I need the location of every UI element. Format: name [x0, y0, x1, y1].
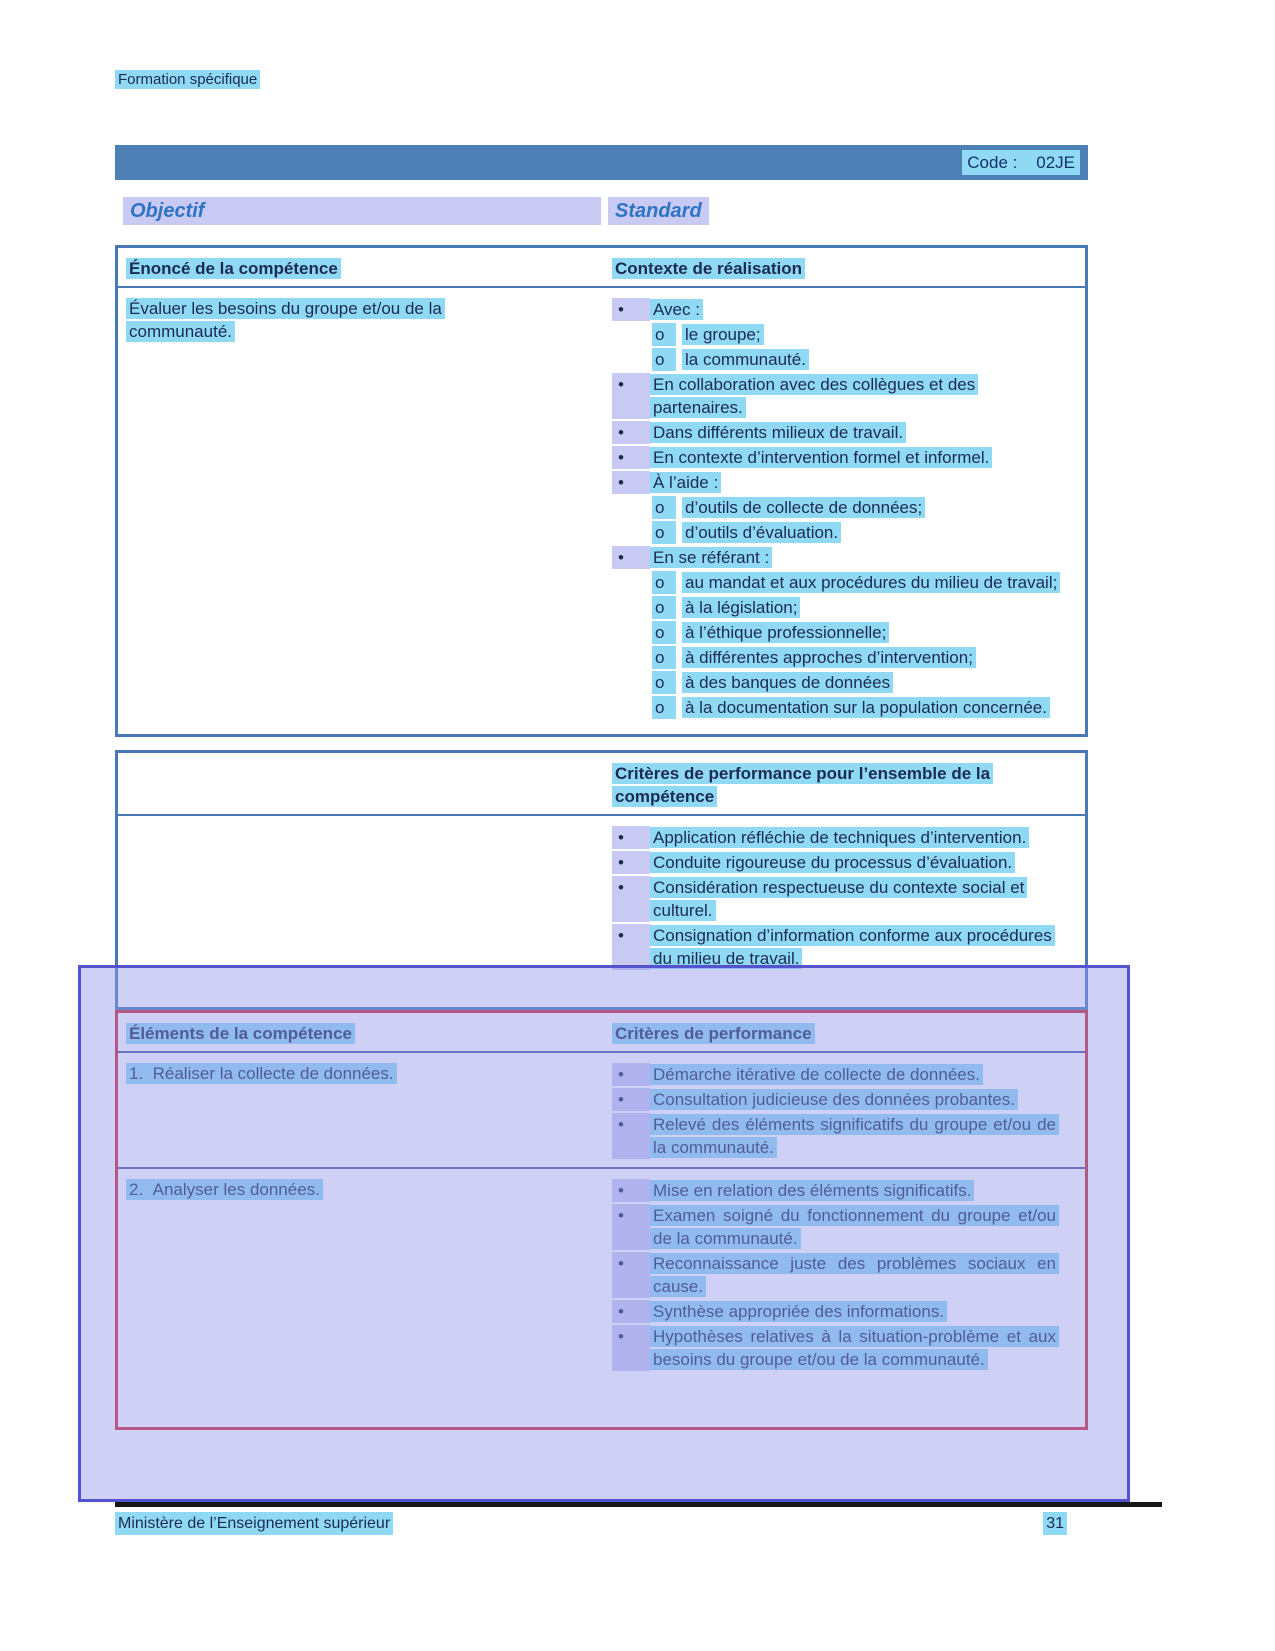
context-item-text: d’outils d’évaluation.	[682, 522, 841, 543]
context-list-item	[652, 646, 1065, 669]
context-item-text: d’outils de collecte de données;	[682, 497, 925, 518]
table2-header: Critères de performance pour l’ensemble de la compétence	[612, 763, 993, 807]
context-item-text: Avec :	[650, 299, 703, 320]
context-list-item	[652, 621, 1065, 644]
competence-context-table	[115, 245, 1088, 737]
criterion-text: Consultation judicieuse des données probantes.	[650, 1089, 1018, 1110]
criterion-item	[612, 1300, 1059, 1323]
criterion-item	[612, 876, 1065, 922]
criterion-text: Examen soigné du fonctionnement du groupe et/ou de la communauté.	[650, 1205, 1059, 1249]
criterion-text: Application réfléchie de techniques d’intervention.	[650, 827, 1029, 848]
footer-row	[115, 1512, 1067, 1535]
bullet-icon	[612, 298, 650, 321]
criterion-text: Relevé des éléments significatifs du groupe et/ou de la communauté.	[650, 1114, 1059, 1158]
bullet-icon	[652, 323, 676, 346]
table1-col1-header: Énoncé de la compétence	[126, 258, 341, 279]
criterion-text: Conduite rigoureuse du processus d’évaluation.	[650, 852, 1015, 873]
bullet-icon	[652, 348, 676, 371]
elements-criteria-table	[115, 1010, 1088, 1430]
context-list-item	[612, 546, 1065, 569]
table2-empty-header-cell	[118, 753, 600, 768]
footer-ministry: Ministère de l’Enseignement supérieur	[115, 1512, 393, 1535]
context-list-item	[652, 348, 1065, 371]
context-item-text: au mandat et aux procédures du milieu de travail;	[682, 572, 1060, 593]
context-list-item	[652, 696, 1065, 719]
bullet-icon	[652, 646, 676, 669]
criterion-text: Consignation d’information conforme aux procédures du milieu de travail.	[650, 925, 1055, 969]
table1-header-row	[118, 248, 1085, 288]
bullet-icon	[612, 1063, 650, 1086]
element-row-1	[118, 1053, 1085, 1169]
element-1-criteria-list	[600, 1053, 1085, 1167]
criterion-item	[612, 826, 1065, 849]
context-list-item	[612, 373, 1065, 419]
element-2-label: 2. Analyser les données.	[126, 1179, 323, 1200]
context-list-item	[652, 521, 1065, 544]
table2-header-row	[118, 753, 1085, 816]
headings-row	[123, 197, 709, 225]
bullet-icon	[612, 1252, 650, 1298]
context-list-item	[652, 496, 1065, 519]
footer-page-number: 31	[1043, 1512, 1067, 1535]
footer-rule	[115, 1502, 1162, 1507]
context-item-text: le groupe;	[682, 324, 764, 345]
table1-col2-header: Contexte de réalisation	[612, 258, 805, 279]
bullet-icon	[612, 1325, 650, 1371]
context-list-item	[652, 323, 1065, 346]
context-list	[600, 288, 1085, 727]
bullet-icon	[652, 621, 676, 644]
bullet-icon	[612, 1204, 650, 1250]
bullet-icon	[612, 471, 650, 494]
table2-body-row	[118, 816, 1085, 978]
context-item-text: À l’aide :	[650, 472, 721, 493]
element-2-cell	[118, 1169, 600, 1207]
table1-col2-header-cell	[600, 248, 1085, 286]
criterion-text: Démarche itérative de collecte de données.	[650, 1064, 983, 1085]
bullet-icon	[612, 1113, 650, 1159]
code-text: Code : 02JE	[962, 150, 1080, 175]
table1-body-row	[118, 288, 1085, 727]
table2-empty-body-cell	[118, 816, 600, 831]
context-item-text: En se référant :	[650, 547, 772, 568]
criterion-item	[612, 1113, 1059, 1159]
section-label-text: Formation spécifique	[115, 70, 260, 89]
criterion-item	[612, 1325, 1059, 1371]
context-item-text: à l’éthique professionnelle;	[682, 622, 889, 643]
criterion-text: Hypothèses relatives à la situation-problème et aux besoins du groupe et/ou de la communauté.	[650, 1326, 1059, 1370]
table2-header-cell	[600, 753, 1085, 814]
table3-col2-header: Critères de performance	[612, 1023, 815, 1044]
table3-header-row	[118, 1013, 1085, 1053]
bullet-icon	[612, 546, 650, 569]
bullet-icon	[652, 596, 676, 619]
context-item-text: Dans différents milieux de travail.	[650, 422, 906, 443]
context-list-item	[652, 671, 1065, 694]
bullet-icon	[652, 496, 676, 519]
context-item-text: à des banques de données	[682, 672, 893, 693]
standard-heading: Standard	[608, 197, 709, 225]
criterion-item	[612, 1088, 1059, 1111]
criterion-item	[612, 1179, 1059, 1202]
element-1-cell	[118, 1053, 600, 1091]
bullet-icon	[652, 696, 676, 719]
context-item-text: la communauté.	[682, 349, 809, 370]
context-list-item	[612, 298, 1065, 321]
competence-statement: Évaluer les besoins du groupe et/ou de la communauté.	[126, 298, 445, 342]
bullet-icon	[612, 446, 650, 469]
criterion-item	[612, 1063, 1059, 1086]
bullet-icon	[612, 826, 650, 849]
bullet-icon	[612, 851, 650, 874]
context-list-item	[652, 596, 1065, 619]
global-criteria-table	[115, 750, 1088, 1010]
criterion-text: Considération respectueuse du contexte social et culturel.	[650, 877, 1027, 921]
element-1-label: 1. Réaliser la collecte de données.	[126, 1063, 397, 1084]
bullet-icon	[612, 876, 650, 922]
context-item-text: à différentes approches d’intervention;	[682, 647, 976, 668]
table1-col1-header-cell	[118, 248, 600, 286]
element-2-criteria-list	[600, 1169, 1085, 1379]
bullet-icon	[612, 373, 650, 419]
context-list-item	[652, 571, 1065, 594]
context-list-item	[612, 471, 1065, 494]
bullet-icon	[612, 421, 650, 444]
table3-col2-header-cell	[600, 1013, 1085, 1051]
bullet-icon	[612, 924, 650, 970]
bullet-icon	[612, 1300, 650, 1323]
objectif-heading: Objectif	[123, 197, 601, 225]
criterion-item	[612, 924, 1065, 970]
bullet-icon	[652, 571, 676, 594]
bullet-icon	[612, 1088, 650, 1111]
bullet-icon	[612, 1179, 650, 1202]
criterion-item	[612, 1204, 1059, 1250]
context-item-text: En collaboration avec des collègues et des partenaires.	[650, 374, 978, 418]
criterion-item	[612, 851, 1065, 874]
global-criteria-list	[600, 816, 1085, 978]
criterion-text: Mise en relation des éléments significatifs.	[650, 1180, 974, 1201]
code-bar	[115, 145, 1088, 180]
context-item-text: à la législation;	[682, 597, 800, 618]
context-list-item	[612, 421, 1065, 444]
section-label	[115, 70, 260, 89]
element-row-2	[118, 1169, 1085, 1442]
context-list-item	[612, 446, 1065, 469]
criterion-text: Synthèse appropriée des informations.	[650, 1301, 947, 1322]
context-item-text: à la documentation sur la population concernée.	[682, 697, 1050, 718]
criterion-text: Reconnaissance juste des problèmes sociaux en cause.	[650, 1253, 1059, 1297]
context-item-text: En contexte d’intervention formel et informel.	[650, 447, 992, 468]
bullet-icon	[652, 671, 676, 694]
bullet-icon	[652, 521, 676, 544]
competence-statement-cell	[118, 288, 600, 349]
criterion-item	[612, 1252, 1059, 1298]
table3-col1-header-cell	[118, 1013, 600, 1051]
table3-col1-header: Éléments de la compétence	[126, 1023, 355, 1044]
